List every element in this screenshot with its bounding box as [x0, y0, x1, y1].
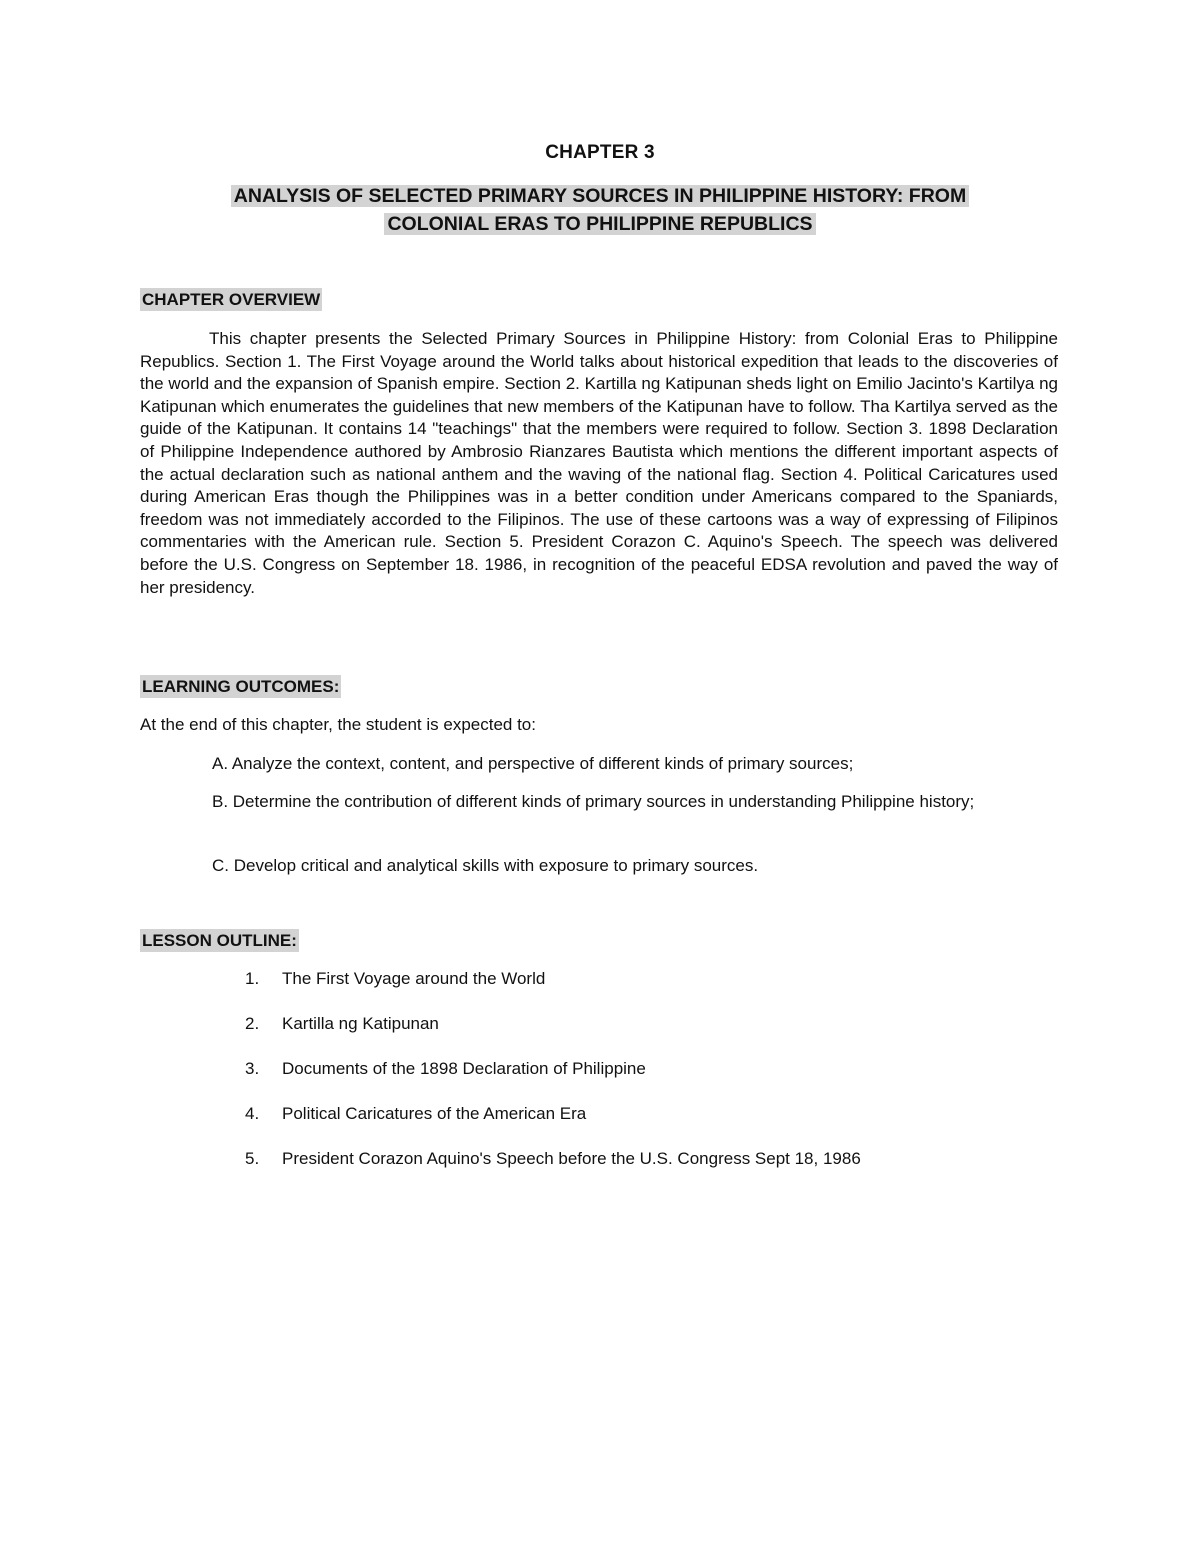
lesson-outline-heading-text: LESSON OUTLINE:	[142, 931, 297, 950]
outline-item-text: Documents of the 1898 Declaration of Philippine	[282, 1059, 646, 1078]
outline-item-text: President Corazon Aquino's Speech before the U.S. Congress Sept 18, 1986	[282, 1149, 861, 1168]
outline-item-number: 1.	[245, 969, 260, 988]
lesson-outline-heading	[140, 931, 299, 951]
chapter-label: CHAPTER 3	[545, 142, 655, 163]
outcome-item: C. Develop critical and analytical skills with exposure to primary sources.	[212, 856, 759, 875]
outcomes-intro: At the end of this chapter, the student is expected to:	[140, 715, 536, 734]
outline-item-text: Kartilla ng Katipunan	[282, 1014, 439, 1033]
outline-item-text: The First Voyage around the World	[282, 969, 546, 988]
outline-item-number: 5.	[245, 1149, 260, 1168]
learning-outcomes-heading-text: LEARNING OUTCOMES:	[142, 677, 340, 696]
chapter-title	[140, 182, 1060, 238]
outline-item-text: Political Caricatures of the American Era	[282, 1104, 587, 1123]
overview-paragraph: This chapter presents the Selected Primary Sources in Philippine History: from Colonial Eras to Philippine Republics. Section 1. The First Voyage around the World talks about historical expedition that leads to the discoveries of the world and the expansion of Spanish empire. Section 2. Kartilla ng Katipunan sheds light on Emilio Jacinto's Kartilya ng Katipunan which enumerates the guidelines that new members of the Katipunan have to follow. Tha Kartilya served as the guide of the Katipunan. It contains 14 "teachings" that the members were required to follow. Section 3. 1898 Declaration of Philippine Independence authored by Ambrosio Rianzares Bautista which mentions the different important aspects of the actual declaration such as national anthem and the waving of the national flag. Section 4. Political Caricatures used during American Eras though the Philippines was in a better condition under Americans compared to the Spaniards, freedom was not immediately accorded to the Filipinos. The use of these cartoons was a way of expressing of Filipinos commentaries with the American rule. Section 5. President Corazon C. Aquino's Speech. The speech was delivered before the U.S. Congress on September 18. 1986, in recognition of the peaceful EDSA revolution and paved the way of her presidency.	[140, 329, 1058, 597]
chapter-title-line-2: COLONIAL ERAS TO PHILIPPINE REPUBLICS	[384, 213, 815, 235]
overview-heading-text: CHAPTER OVERVIEW	[142, 290, 321, 309]
chapter-title-line-1: ANALYSIS OF SELECTED PRIMARY SOURCES IN PHILIPPINE HISTORY: FROM	[231, 185, 969, 207]
outcome-item: B. Determine the contribution of different kinds of primary sources in understanding Philippine history;	[212, 792, 975, 811]
outline-item-number: 4.	[245, 1104, 260, 1123]
outcome-item: A. Analyze the context, content, and perspective of different kinds of primary sources;	[212, 754, 854, 773]
outline-item-number: 2.	[245, 1014, 260, 1033]
learning-outcomes-heading	[140, 677, 341, 697]
outline-item-number: 3.	[245, 1059, 260, 1078]
overview-heading	[140, 290, 322, 310]
